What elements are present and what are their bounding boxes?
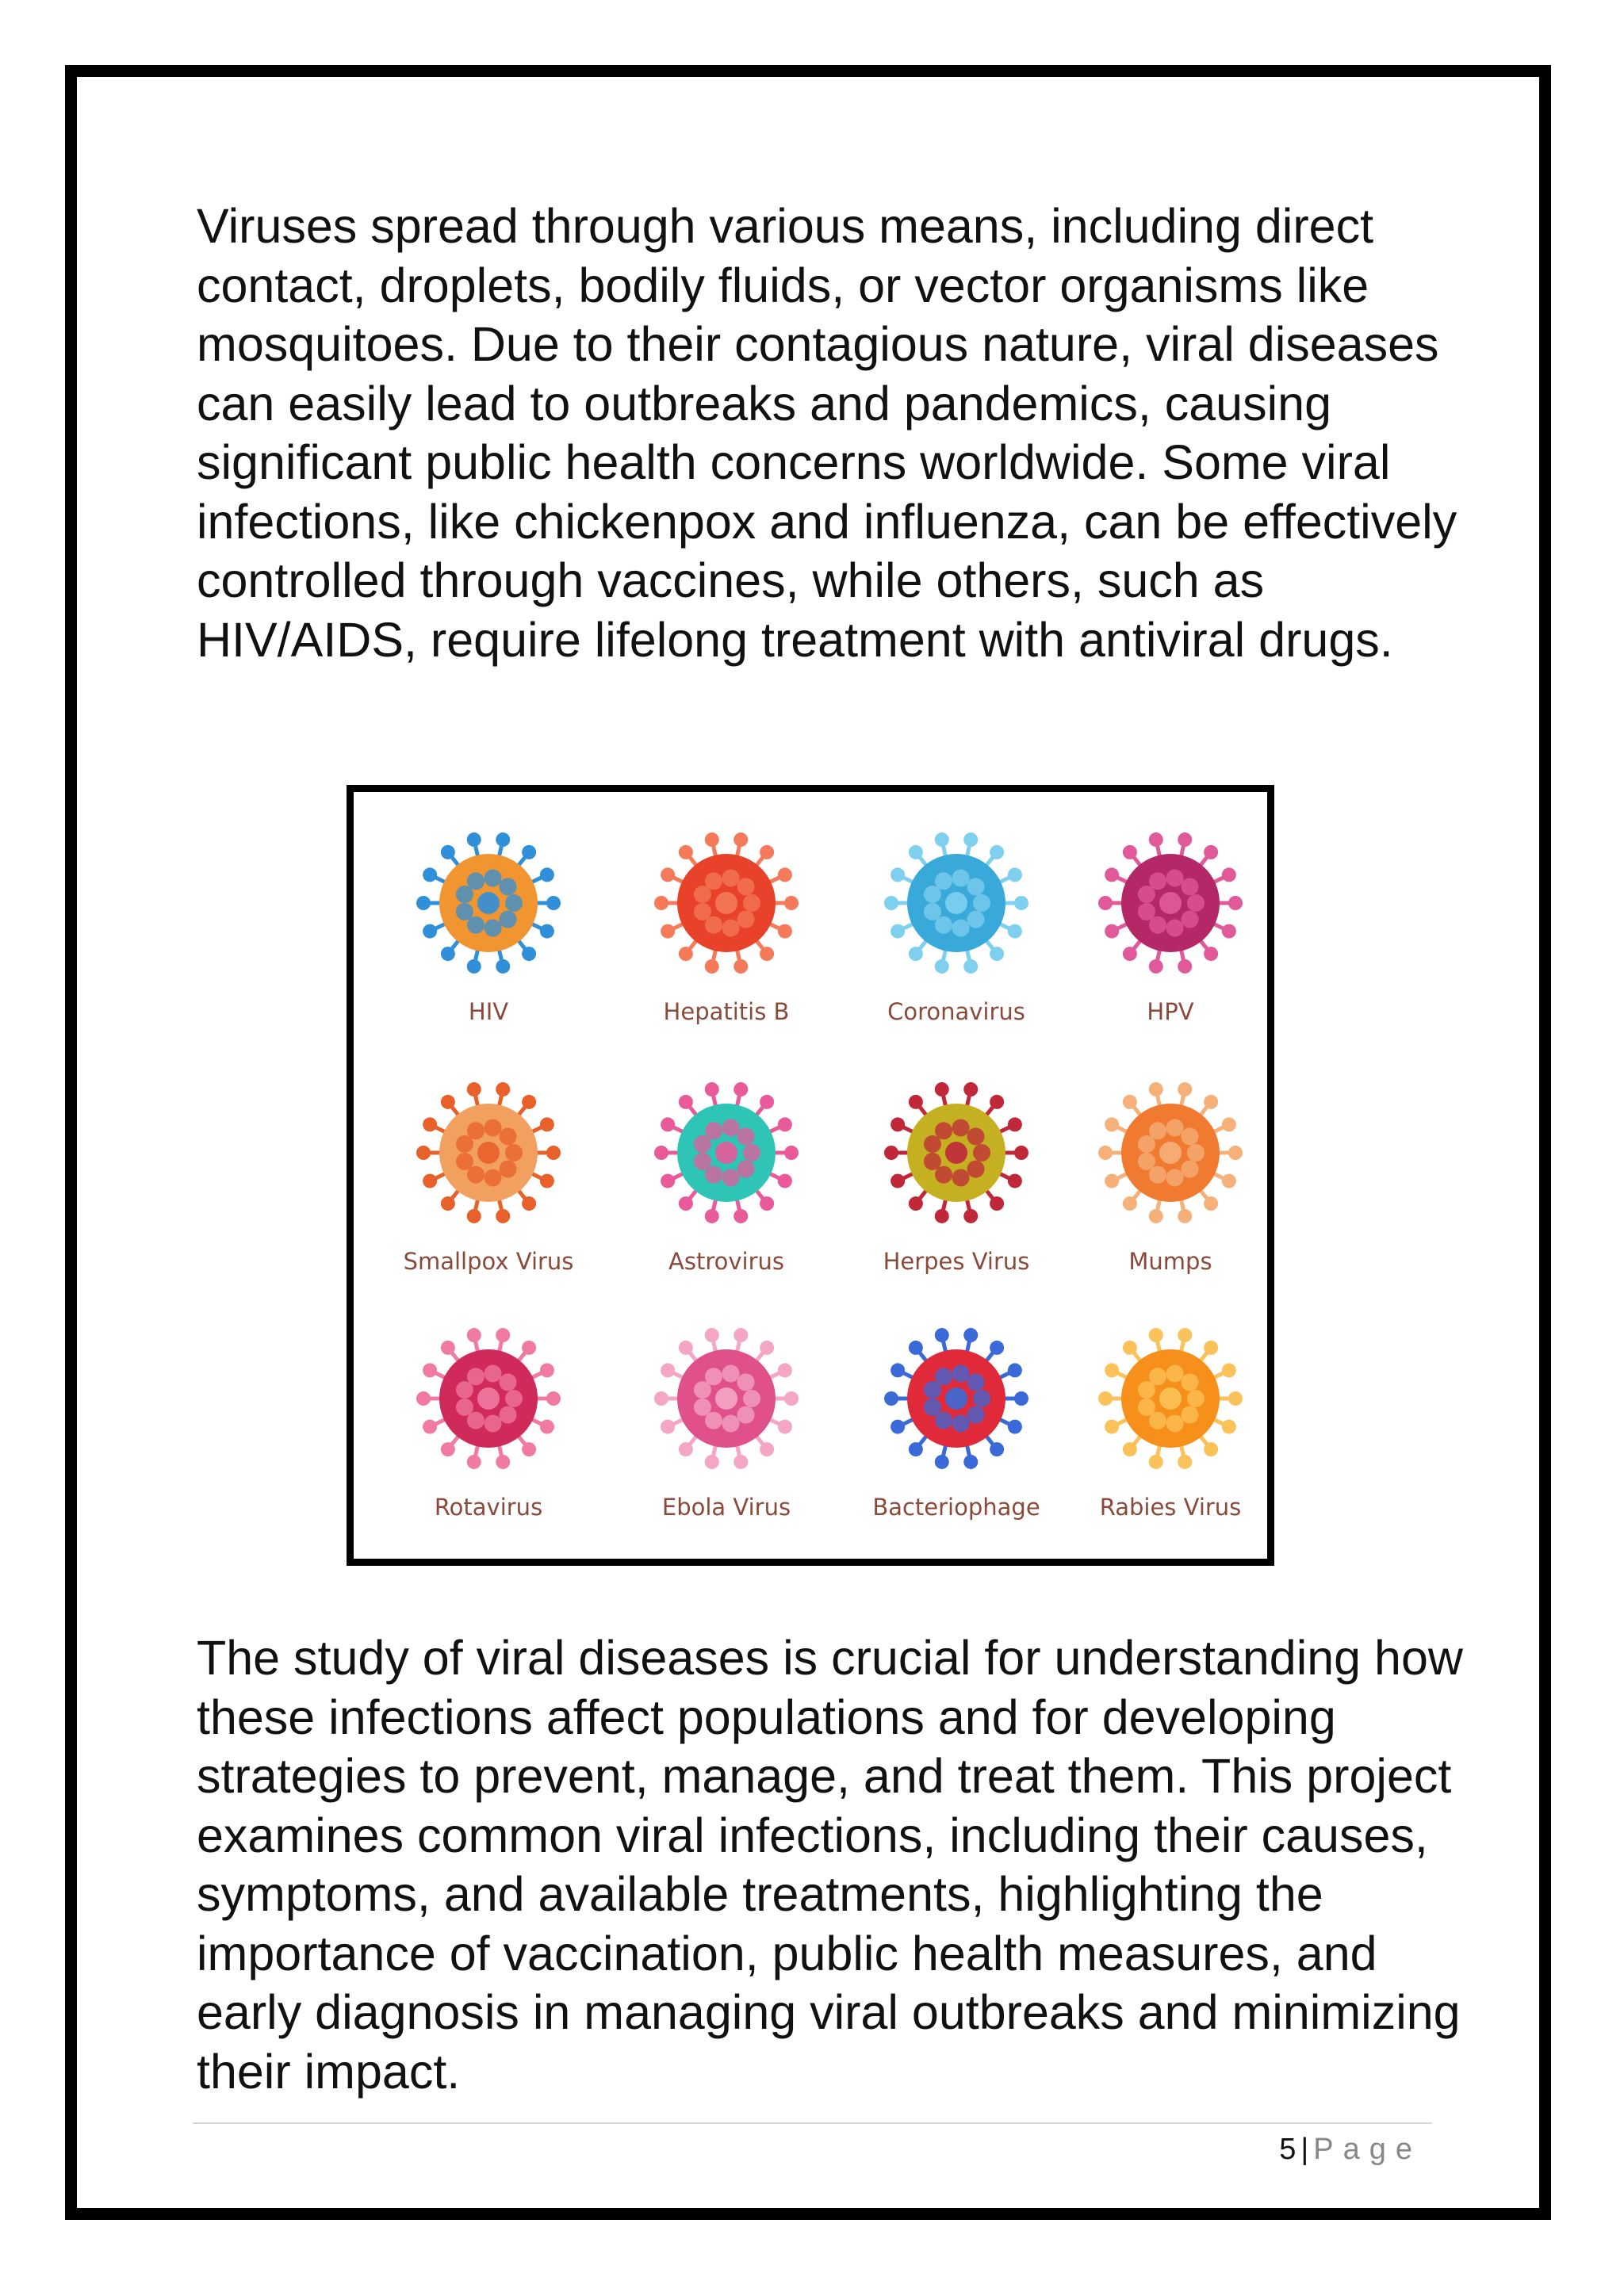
virus-label: Herpes Virus	[883, 1248, 1030, 1275]
virus-label: Astrovirus	[668, 1248, 784, 1275]
virus-label: Mumps	[1128, 1248, 1212, 1275]
virus-item	[377, 824, 599, 1062]
virus-item	[377, 1073, 599, 1311]
virus-illustration	[877, 1073, 1036, 1232]
page-separator: |	[1300, 2133, 1314, 2166]
virus-label: Bacteriophage	[872, 1494, 1040, 1521]
virus-item	[1059, 1319, 1281, 1557]
virus-illustration	[877, 824, 1036, 982]
virus-item	[1059, 1073, 1281, 1311]
footer-divider	[193, 2122, 1432, 2124]
virus-label: HPV	[1147, 998, 1194, 1025]
virus-label: Coronavirus	[887, 998, 1025, 1025]
virus-item	[615, 824, 837, 1062]
virus-illustration	[1091, 1319, 1250, 1478]
virus-illustration	[647, 1319, 806, 1478]
virus-label: Rabies Virus	[1099, 1494, 1242, 1521]
virus-label: Hepatitis B	[663, 998, 790, 1025]
study-paragraph: The study of viral diseases is crucial for understanding how these infections affect populations and for developing strategies to prevent, manage, and treat them. This project examines common viral infections, including their causes, symptoms, and available treatments, highlighting the importance of vaccination, public health measures, and early diagnosis in managing viral outbreaks and minimizing their impact.	[197, 1631, 1463, 2099]
page-footer	[1279, 2133, 1422, 2167]
virus-label: HIV	[468, 998, 509, 1025]
virus-label: Ebola Virus	[661, 1494, 791, 1521]
page-word: Page	[1313, 2133, 1422, 2166]
virus-item	[615, 1319, 837, 1557]
virus-item	[1059, 824, 1281, 1062]
virus-types-figure	[347, 785, 1274, 1566]
virus-illustration	[1091, 824, 1250, 982]
virus-illustration	[1091, 1073, 1250, 1232]
virus-illustration	[409, 1319, 568, 1478]
virus-label: Rotavirus	[434, 1494, 543, 1521]
virus-illustration	[647, 1073, 806, 1232]
virus-item	[845, 1073, 1067, 1311]
virus-illustration	[409, 1073, 568, 1232]
virus-item	[845, 824, 1067, 1062]
virus-illustration	[877, 1319, 1036, 1478]
virus-illustration	[647, 824, 806, 982]
virus-item	[377, 1319, 599, 1557]
virus-label: Smallpox Virus	[403, 1248, 574, 1275]
virus-item	[845, 1319, 1067, 1557]
virus-illustration	[409, 824, 568, 982]
page-number: 5	[1279, 2133, 1301, 2166]
intro-paragraph: Viruses spread through various means, including direct contact, droplets, bodily fluids, or vector organisms like mosquitoes. Due to their contagious nature, viral diseases can easily lead to outbreaks and pandemics, causing significant public health concerns worldwide. Some viral infections, like chickenpox and influenza, can be effectively controlled through vaccines, while others, such as HIV/AIDS, require lifelong treatment with antiviral drugs.	[197, 199, 1457, 667]
virus-item	[615, 1073, 837, 1311]
